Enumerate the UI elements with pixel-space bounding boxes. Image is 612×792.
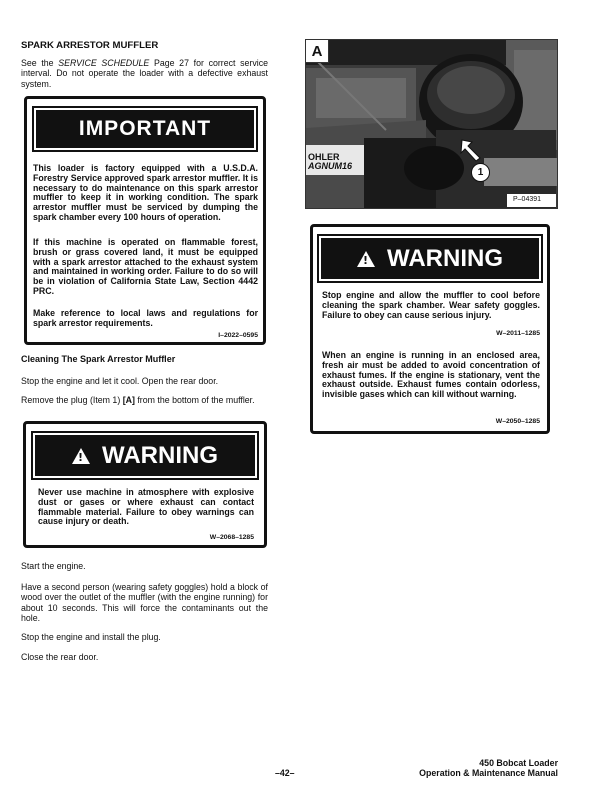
step-install-plug: Stop the engine and install the plug.: [21, 632, 161, 642]
photo-label: A: [306, 40, 329, 63]
intro-text-2: Page 27 for correct service interval. Do not operate the loader with a defective exhaust system.: [21, 58, 268, 89]
warning-right-code-2: W–2050–1285: [495, 418, 540, 425]
warning-banner-left-label: WARNING: [102, 441, 218, 469]
important-notice-box: [24, 96, 266, 345]
step-remove-plug: [21, 395, 268, 405]
step-stop-engine: Stop the engine and let it cool. Open the rear door.: [21, 376, 219, 386]
figure-reference: [A]: [122, 395, 135, 405]
photo-code: P–04391: [513, 196, 542, 203]
important-paragraph-1: This loader is factory equipped with a U.S.D.A. Forestry Service approved spark arrestor muffler. It is necessary to do maintenance on this spark arrestor muffler to keep it in working condition. The spark arrestor muffler must be serviced by dumping the spark chamber every 100 hours of operation.: [33, 163, 258, 222]
warning-banner-left: [33, 433, 257, 478]
page-number: –42–: [275, 768, 295, 778]
warning-right-paragraph-2: When an engine is running in an enclosed area, fresh air must be added to avoid concentration of exhaust fumes. If the engine is stationary, vent the exhaust outside. Exhaust fumes contain odorless, invisible gases which can kill without warning.: [322, 350, 540, 400]
step-start-engine: Start the engine.: [21, 561, 86, 571]
warning-right-paragraph-1: Stop engine and allow the muffler to cool before cleaning the spark chamber. Wear safety goggles. Failure to obey can cause serious injury.: [322, 290, 540, 320]
important-paragraph-2: If this machine is operated on flammable forest, brush or grass covered land, it must be equipped with a spark arrestor attached to the exhaust system and maintained in working order. Failure to do so will be in violation of California State Law, Section 4442 PRC.: [33, 237, 258, 296]
warning-left-code: W–2068–1285: [209, 534, 254, 541]
warning-triangle-icon: [72, 448, 90, 464]
warning-box-left: [23, 421, 267, 548]
warning-left-text: Never use machine in atmosphere with explosive dust or gases or where exhaust can contact flammable material. Failure to obey warnings can cause injury or death.: [38, 487, 254, 527]
warning-right-code-1: W–2011–1285: [496, 330, 540, 337]
warning-box-right: [310, 224, 550, 434]
warning-triangle-icon: [357, 251, 375, 267]
footer-manual: Operation & Maintenance Manual: [419, 768, 558, 778]
engine-decal-line-2: AGNUM16: [308, 161, 353, 171]
important-paragraph-3: Make reference to local laws and regulations for spark arrestor requirements.: [33, 308, 258, 328]
step-block-outlet: Have a second person (wearing safety goggles) hold a block of wood over the outlet of the muffler (with the engine running) for about 10 seconds. This will force the contaminants out the hole.: [21, 582, 268, 624]
engine-decal-line-1: OHLER: [308, 152, 340, 162]
muffler-photo: [305, 39, 558, 209]
footer-model: 450 Bobcat Loader: [479, 758, 558, 768]
important-code: I–2022–0595: [218, 332, 258, 339]
warning-banner-right-label: WARNING: [387, 244, 503, 272]
step-remove-plug-text-2: from the bottom of the muffler.: [134, 395, 255, 405]
muffler-photo-image: [306, 40, 557, 208]
callout-item-1: 1: [471, 163, 490, 182]
warning-banner-right: [319, 236, 541, 281]
step-close-door: Close the rear door.: [21, 652, 99, 662]
intro-paragraph: [21, 58, 268, 89]
important-banner: IMPORTANT: [34, 108, 256, 150]
service-schedule-reference: SERVICE SCHEDULE: [58, 58, 150, 68]
cleaning-title: Cleaning The Spark Arrestor Muffler: [21, 354, 176, 364]
step-remove-plug-text: Remove the plug (Item 1): [21, 395, 123, 405]
engine-decal: [308, 153, 352, 171]
intro-text-1: See the: [21, 58, 59, 68]
section-title: SPARK ARRESTOR MUFFLER: [21, 40, 159, 51]
